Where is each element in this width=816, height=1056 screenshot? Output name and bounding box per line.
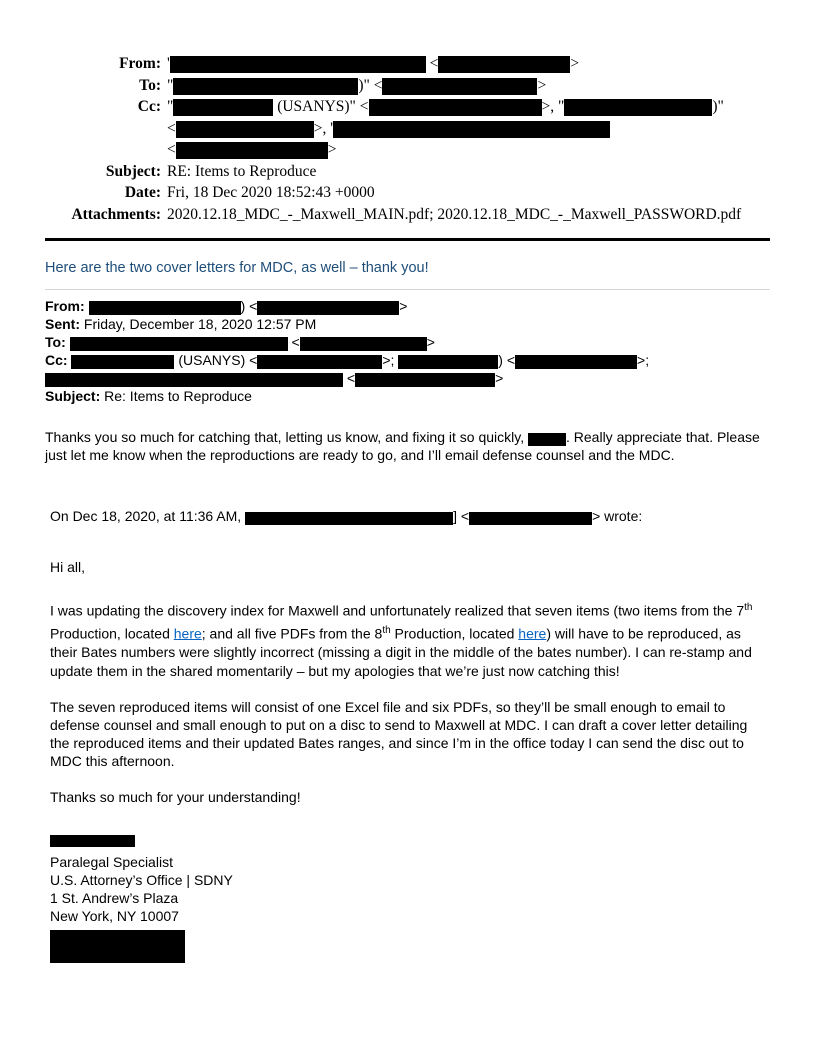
reply-subject-label: Subject: (45, 388, 101, 404)
redaction-bar (71, 355, 174, 369)
reply-sent-row (45, 315, 770, 333)
header-divider (45, 238, 770, 241)
quote-attribution-line (50, 507, 770, 525)
intro-message: Here are the two cover letters for MDC, as well – thank you! (45, 260, 429, 276)
reply-subject-row (45, 387, 770, 405)
from-value (167, 53, 770, 75)
reply-to-mid: < (287, 334, 300, 350)
quote-p1-seg3: ; and all five PDFs from the 8 (201, 625, 383, 642)
quote-p1-seg4: Production, located (390, 625, 519, 642)
redaction-block (50, 930, 185, 963)
reply-to-row (45, 333, 770, 351)
quote-paragraph-1 (50, 598, 770, 681)
redaction-bar (213, 373, 343, 387)
quote-greeting: Hi all, (50, 559, 86, 575)
reply-to-label: To: (45, 334, 66, 350)
redaction-bar (382, 78, 537, 95)
cc-usanys: (USANYS)" < (273, 98, 369, 115)
here-link-7th-production[interactable]: here (173, 625, 202, 642)
reply-cc2-end: > (495, 370, 504, 386)
date-value: Fri, 18 Dec 2020 18:52:43 +0000 (167, 184, 375, 201)
date-label: Date: (124, 184, 161, 201)
cc-prefix: " (167, 98, 174, 115)
redaction-bar (355, 373, 495, 387)
attachments-value: 2020.12.18_MDC_-_Maxwell_MAIN.pdf; 2020.12.18_MDC_-_Maxwell_PASSWORD.pdf (167, 205, 742, 223)
email-header-top (45, 53, 770, 225)
redaction-bar (438, 56, 570, 73)
reply-cc2-mid: < (343, 370, 356, 386)
from-mid: < (425, 55, 439, 72)
redaction-bar (173, 78, 358, 95)
redaction-bar (45, 373, 213, 387)
cc-label: Cc: (137, 98, 161, 115)
header-attachments-row (45, 204, 770, 226)
from-end: > (570, 55, 580, 72)
cc-mid: >, " (541, 98, 565, 115)
signature-title: Paralegal Specialist (50, 854, 173, 871)
redaction-bar (173, 99, 273, 116)
reply-sent-value: Friday, December 18, 2020 12:57 PM (80, 316, 317, 332)
reply-to-end: > (426, 334, 435, 350)
header-cc-row (45, 96, 770, 161)
redaction-bar (515, 355, 637, 369)
reply-cc-label: Cc: (45, 352, 68, 368)
email-header-reply (45, 297, 770, 405)
reply-from-mid: ) < (240, 298, 258, 314)
ordinal-superscript: th (744, 602, 753, 613)
header-subject-row (45, 161, 770, 183)
cc3-end: > (327, 141, 337, 158)
signature-block (50, 835, 770, 963)
redaction-bar (245, 512, 453, 525)
signature-office: U.S. Attorney’s Office | SDNY (50, 872, 233, 889)
reply-cc-usanys: (USANYS) < (174, 352, 258, 368)
quote-paragraph-2: The seven reproduced items will consist of one Excel file and six PDFs, so they’ll be small enough to email to defense counsel and small enough to put on a disc to send to Maxwell at MDC. I can draft a cover letter detailing the reproduced items and their updated Bates ranges, and since I’m in the office today I can send the disc out to MDC this afternoon. (50, 699, 748, 770)
attachments-label: Attachments: (71, 205, 161, 223)
quote-p1-seg2: Production, located (50, 625, 174, 642)
reply-cc-row (45, 351, 770, 387)
reply-cc-sep1: >; (382, 352, 399, 368)
quote-p1-seg1: I was updating the discovery index for Maxwell and unfortunately realized that seven items (two items from the 7 (50, 602, 745, 619)
reply-subject-value: Re: Items to Reproduce (100, 388, 252, 404)
redaction-bar (50, 835, 135, 847)
subject-label: Subject: (105, 162, 161, 180)
redaction-bar (564, 99, 712, 116)
redaction-bar (333, 121, 610, 138)
cc-end: )" (712, 98, 724, 115)
reply-from-label: From: (45, 298, 85, 314)
to-prefix: " (167, 76, 174, 94)
reply-sent-label: Sent: (45, 316, 80, 332)
header-to-row (45, 75, 770, 97)
signature-address-line1: 1 St. Andrew’s Plaza (50, 890, 179, 907)
redaction-bar (170, 56, 426, 73)
quote-intro-b: ] < (453, 508, 470, 524)
reply-from-row (45, 297, 770, 315)
redaction-bar (398, 355, 498, 369)
redaction-bar (257, 355, 382, 369)
body-text-a: Thanks you so much for catching that, letting us know, and fixing it so quickly, (45, 429, 528, 445)
redaction-bar (300, 337, 427, 351)
cc2-mid: >, ' (313, 119, 334, 137)
reply-divider (45, 289, 770, 290)
cc-value (167, 96, 770, 161)
header-date-row (45, 182, 770, 204)
quote-intro-c: > wrote: (592, 508, 643, 524)
quote-p1-seg5: ) will have to be reproduced, as their Bates numbers were slightly incorrect (missing a digit in the middle of the bates number). I can re-stamp and update them in the shared momentarily – but my apologies that we’re just now catching this! (50, 625, 752, 680)
from-label: From: (119, 55, 161, 72)
email-body (45, 428, 770, 963)
redaction-bar (176, 142, 328, 159)
signature-address-line2: New York, NY 10007 (50, 908, 179, 925)
from-prefix: ' (167, 55, 170, 72)
header-from-row (45, 53, 770, 75)
here-link-8th-production[interactable]: here (518, 625, 547, 642)
to-label: To: (139, 76, 161, 94)
reply-cc-sep2: ) < (498, 352, 516, 368)
redaction-bar (369, 99, 542, 116)
cc2-prefix: < (167, 119, 176, 137)
redaction-bar (70, 337, 288, 351)
to-value (167, 75, 770, 97)
redaction-bar (89, 301, 241, 315)
redaction-bar (257, 301, 399, 315)
subject-value: RE: Items to Reproduce (167, 162, 317, 180)
quote-paragraph-3: Thanks so much for your understanding! (50, 789, 301, 806)
body-paragraph-thanks (45, 428, 770, 464)
quoted-email (45, 507, 770, 963)
to-end: > (537, 76, 547, 94)
reply-from-end: > (399, 298, 408, 314)
redaction-bar (528, 433, 566, 446)
cc3-prefix: < (167, 141, 176, 158)
reply-cc-sep3: >; (637, 352, 650, 368)
to-mid: )" < (358, 76, 383, 94)
redaction-bar (469, 512, 592, 525)
ordinal-superscript: th (382, 624, 391, 636)
quote-intro-a: On Dec 18, 2020, at 11:36 AM, (50, 508, 246, 524)
body-text-b: . Really appreciate that. Please just let me know when the reproductions are ready to go, and I’ll email defense counsel and the MDC. (45, 429, 760, 463)
redaction-bar (176, 121, 314, 138)
